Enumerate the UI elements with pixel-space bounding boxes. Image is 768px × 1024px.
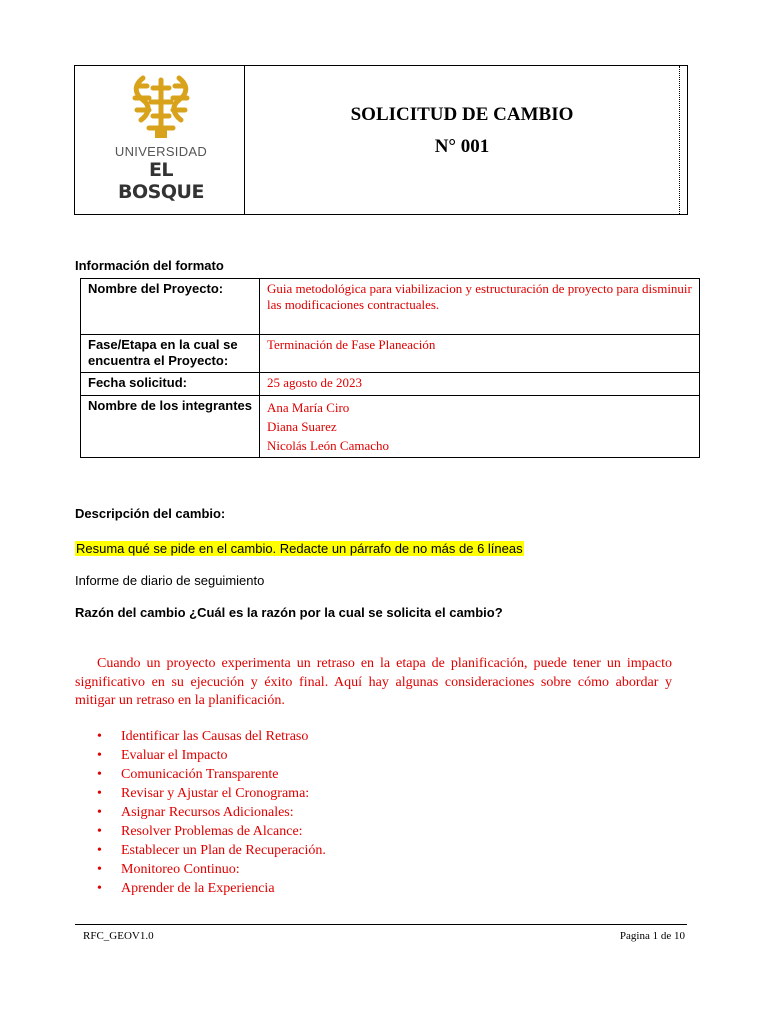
description-text: Informe de diario de seguimiento — [75, 573, 265, 588]
header-box — [74, 65, 688, 215]
table-row — [81, 396, 700, 458]
project-name-label: Nombre del Proyecto: — [81, 279, 260, 335]
request-date-value: 25 agosto de 2023 — [260, 373, 700, 396]
info-section-heading: Información del formato — [75, 258, 224, 273]
list-item: • Resolver Problemas de Alcance: — [97, 824, 303, 839]
table-row — [81, 335, 700, 373]
logo-emblem-icon — [103, 72, 219, 144]
member-name: Ana María Ciro — [267, 400, 350, 415]
list-item: • Evaluar el Impacto — [97, 748, 228, 763]
list-item: • Aprender de la Experiencia — [97, 881, 275, 896]
list-item: • Asignar Recursos Adicionales: — [97, 805, 294, 820]
document-title: SOLICITUD DE CAMBIO — [350, 104, 574, 125]
request-date-label: Fecha solicitud: — [81, 373, 260, 396]
bullet-icon: • — [97, 729, 102, 744]
members-label: Nombre de los integrantes — [81, 396, 260, 458]
footer-code: RFC_GEOV1.0 — [83, 930, 154, 942]
table-row — [81, 373, 700, 396]
bullet-icon: • — [97, 805, 102, 820]
bullet-icon: • — [97, 767, 102, 782]
reason-heading: Razón del cambio ¿Cuál es la razón por la cual se solicita el cambio? — [75, 605, 503, 620]
reason-list — [75, 727, 326, 898]
instruction-highlight: Resuma qué se pide en el cambio. Redacte un párrafo de no más de 6 líneas — [76, 541, 523, 556]
project-name-value: Guia metodológica para viabilizacion y estructuración de proyecto para disminuir las modificaciones contractuales. — [260, 279, 700, 335]
footer-divider — [75, 924, 687, 925]
description-heading: Descripción del cambio: — [75, 506, 226, 521]
list-item: • Establecer un Plan de Recuperación. — [97, 843, 326, 858]
table-row — [81, 279, 700, 335]
reason-paragraph: Cuando un proyecto experimenta un retraso en la etapa de planificación, puede tener un impacto significativo en su ejecución y éxito final. Aquí hay algunas consideraciones sobre cómo abordar y mitigar un retraso en la planificación. — [75, 656, 672, 708]
bullet-icon: • — [97, 786, 102, 801]
university-logo — [103, 72, 219, 203]
header-right-edge — [679, 66, 680, 214]
bullet-icon: • — [97, 862, 102, 877]
list-item: • Monitoreo Continuo: — [97, 862, 240, 877]
phase-value: Terminación de Fase Planeación — [260, 335, 700, 373]
members-value — [260, 396, 700, 458]
list-item: • Revisar y Ajustar el Cronograma: — [97, 786, 310, 801]
bullet-icon: • — [97, 824, 102, 839]
list-item: • Identificar las Causas del Retraso — [97, 729, 309, 744]
member-name: Diana Suarez — [267, 419, 337, 434]
bullet-icon: • — [97, 843, 102, 858]
document-number: N° 001 — [434, 136, 490, 157]
logo-university-label: UNIVERSIDAD — [114, 144, 208, 159]
phase-label: Fase/Etapa en la cual se encuentra el Proyecto: — [81, 335, 260, 373]
bullet-icon: • — [97, 881, 102, 896]
bullet-icon: • — [97, 748, 102, 763]
member-name: Nicolás León Camacho — [267, 438, 390, 453]
logo-name-label: EL BOSQUE — [118, 159, 204, 203]
list-item: • Comunicación Transparente — [97, 767, 279, 782]
footer-page-number: Pagina 1 de 10 — [619, 930, 685, 942]
info-table — [80, 278, 700, 458]
